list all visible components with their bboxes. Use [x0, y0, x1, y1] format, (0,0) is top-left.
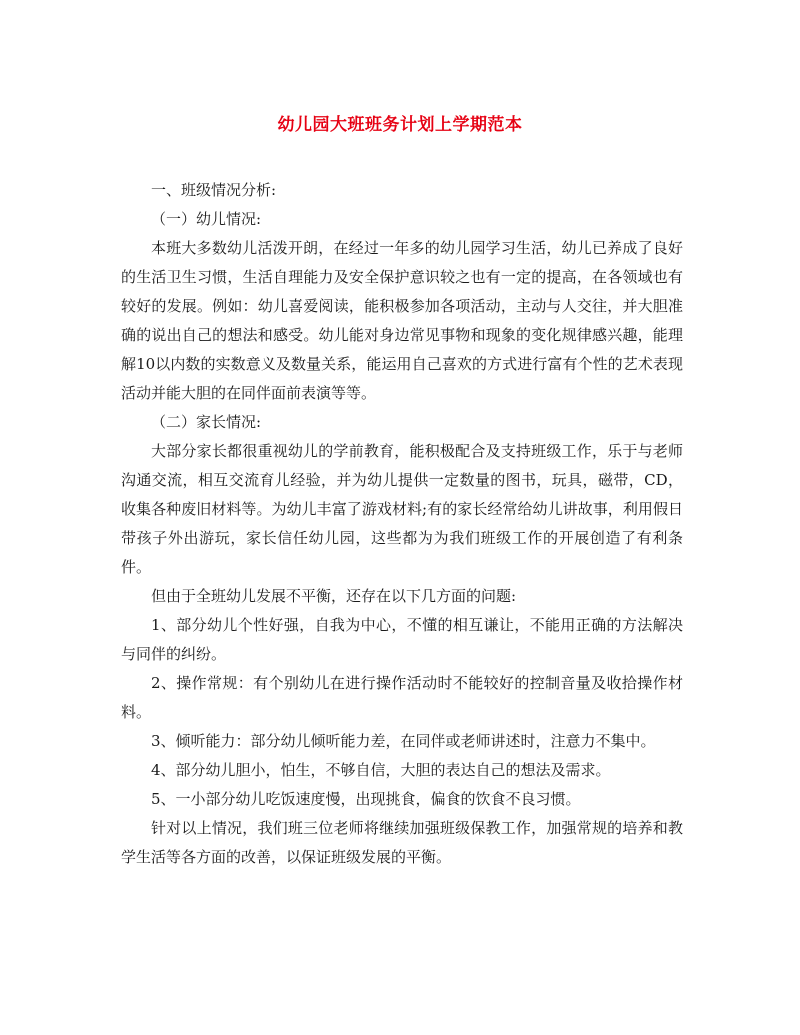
subsection-heading-children: （一）幼儿情况:	[151, 210, 262, 228]
document-body	[121, 176, 683, 872]
list-item-problem-4: 4、部分幼儿胆小，怕生，不够自信，大胆的表达自己的想法及需求。	[151, 761, 611, 779]
paragraph-problems-intro: 但由于全班幼儿发展不平衡，还存在以下几方面的问题:	[151, 587, 517, 605]
paragraph-conclusion: 针对以上情况，我们班三位老师将继续加强班级保教工作，加强常规的培养和教学生活等各方面的改善，以保证班级发展的平衡。	[121, 819, 683, 866]
paragraph-children-situation: 本班大多数幼儿活泼开朗，在经过一年多的幼儿园学习生活，幼儿已养成了良好的生活卫生习惯，生活自理能力及安全保护意识较之也有一定的提高，在各领域也有较好的发展。例如：幼儿喜爱阅读，能积极参加各项活动，主动与人交往，并大胆准确的说出自己的想法和感受。幼儿能对身边常见事物和现象的变化规律感兴趣，能理解10以内数的实数意义及数量关系，能运用自己喜欢的方式进行富有个性的艺术表现活动并能大胆的在同伴面前表演等等。	[121, 239, 683, 402]
document-title: 幼儿园大班班务计划上学期范本	[277, 115, 523, 135]
list-item-problem-5: 5、一小部分幼儿吃饭速度慢，出现挑食，偏食的饮食不良习惯。	[151, 790, 581, 808]
subsection-heading-parents: （二）家长情况:	[151, 413, 262, 431]
paragraph-parents-situation: 大部分家长都很重视幼儿的学前教育，能积极配合及支持班级工作，乐于与老师沟通交流，相互交流育儿经验，并为幼儿提供一定数量的图书，玩具，磁带，CD，收集各种废旧材料等。为幼儿丰富了游戏材料;有的家长经常给幼儿讲故事，利用假日带孩子外出游玩，家长信任幼儿园，这些都为为我们班级工作的开展创造了有利条件。	[121, 442, 683, 576]
section-heading-class-analysis: 一、班级情况分析:	[151, 181, 277, 199]
list-item-problem-3: 3、倾听能力：部分幼儿倾听能力差，在同伴或老师讲述时，注意力不集中。	[151, 732, 656, 750]
list-item-problem-1: 1、部分幼儿个性好强，自我为中心，不懂的相互谦让，不能用正确的方法解决与同伴的纠纷。	[121, 616, 683, 663]
list-item-problem-2: 2、操作常规：有个别幼儿在进行操作活动时不能较好的控制音量及收拾操作材料。	[121, 674, 683, 721]
